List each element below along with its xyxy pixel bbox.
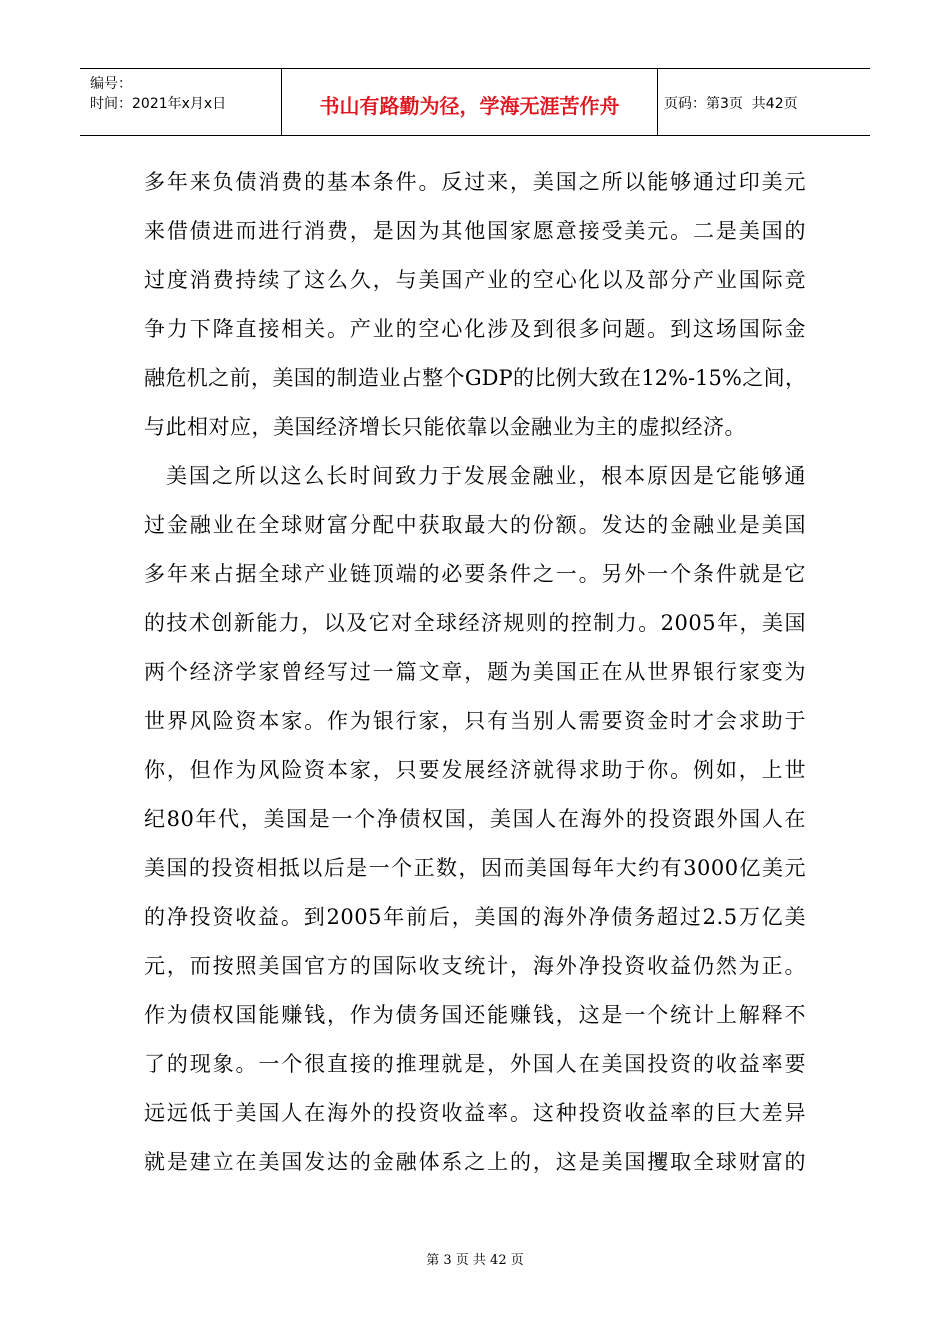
header-meta (80, 69, 282, 135)
text-line: 来借债进而进行消费，是因为其他国家愿意接受美元。二是美国的 (144, 219, 806, 243)
text-line: 过金融业在全球财富分配中获取最大的份额。发达的金融业是美国 (144, 513, 806, 537)
text-line: 争力下降直接相关。产业的空心化涉及到很多问题。到这场国际金 (144, 317, 806, 341)
text-line: 远远低于美国人在海外的投资收益率。这种投资收益率的巨大差异 (144, 1101, 806, 1125)
text-line: 纪80年代，美国是一个净债权国，美国人在海外的投资跟外国人在 (144, 807, 806, 831)
header-motto: 书山有路勤为径，学海无涯苦作舟 (282, 69, 658, 135)
text-line: 美国之所以这么长时间致力于发展金融业，根本原因是它能够通 (166, 464, 806, 488)
number-label: 编号： (90, 76, 132, 92)
text-line: 的净投资收益。到2005年前后，美国的海外净债务超过2.5万亿美 (144, 905, 806, 929)
time-label: 时间：2021年x月x日 (90, 96, 227, 112)
text-line: 美国的投资相抵以后是一个正数，因而美国每年大约有3000亿美元 (144, 856, 806, 880)
text-line: 作为债权国能赚钱，作为债务国还能赚钱，这是一个统计上解释不 (144, 1003, 806, 1027)
text-line: 的技术创新能力，以及它对全球经济规则的控制力。2005年，美国 (144, 611, 806, 635)
text-line: 就是建立在美国发达的金融体系之上的，这是美国攫取全球财富的 (144, 1150, 806, 1174)
body-text (144, 158, 806, 1187)
text-line: 与此相对应，美国经济增长只能依靠以金融业为主的虚拟经济。 (144, 415, 746, 439)
text-line: 你，但作为风险资本家，只要发展经济就得求助于你。例如，上世 (144, 758, 806, 782)
text-line: 多年来负债消费的基本条件。反过来，美国之所以能够通过印美元 (144, 170, 806, 194)
text-line: 过度消费持续了这么久，与美国产业的空心化以及部分产业国际竞 (144, 268, 806, 292)
page-footer: 第 3 页 共 42 页 (426, 1253, 524, 1268)
text-line: 融危机之前，美国的制造业占整个GDP的比例大致在12%-15%之间， (144, 366, 806, 390)
document-header (80, 68, 870, 136)
header-page-info: 页码：第3页 共42页 (664, 96, 798, 112)
text-line: 了的现象。一个很直接的推理就是，外国人在美国投资的收益率要 (144, 1052, 806, 1076)
text-line: 世界风险资本家。作为银行家，只有当别人需要资金时才会求助于 (144, 709, 806, 733)
text-line: 元，而按照美国官方的国际收支统计，海外净投资收益仍然为正。 (144, 954, 806, 978)
text-line: 两个经济学家曾经写过一篇文章，题为美国正在从世界银行家变为 (144, 660, 806, 684)
text-line: 多年来占据全球产业链顶端的必要条件之一。另外一个条件就是它 (144, 562, 806, 586)
